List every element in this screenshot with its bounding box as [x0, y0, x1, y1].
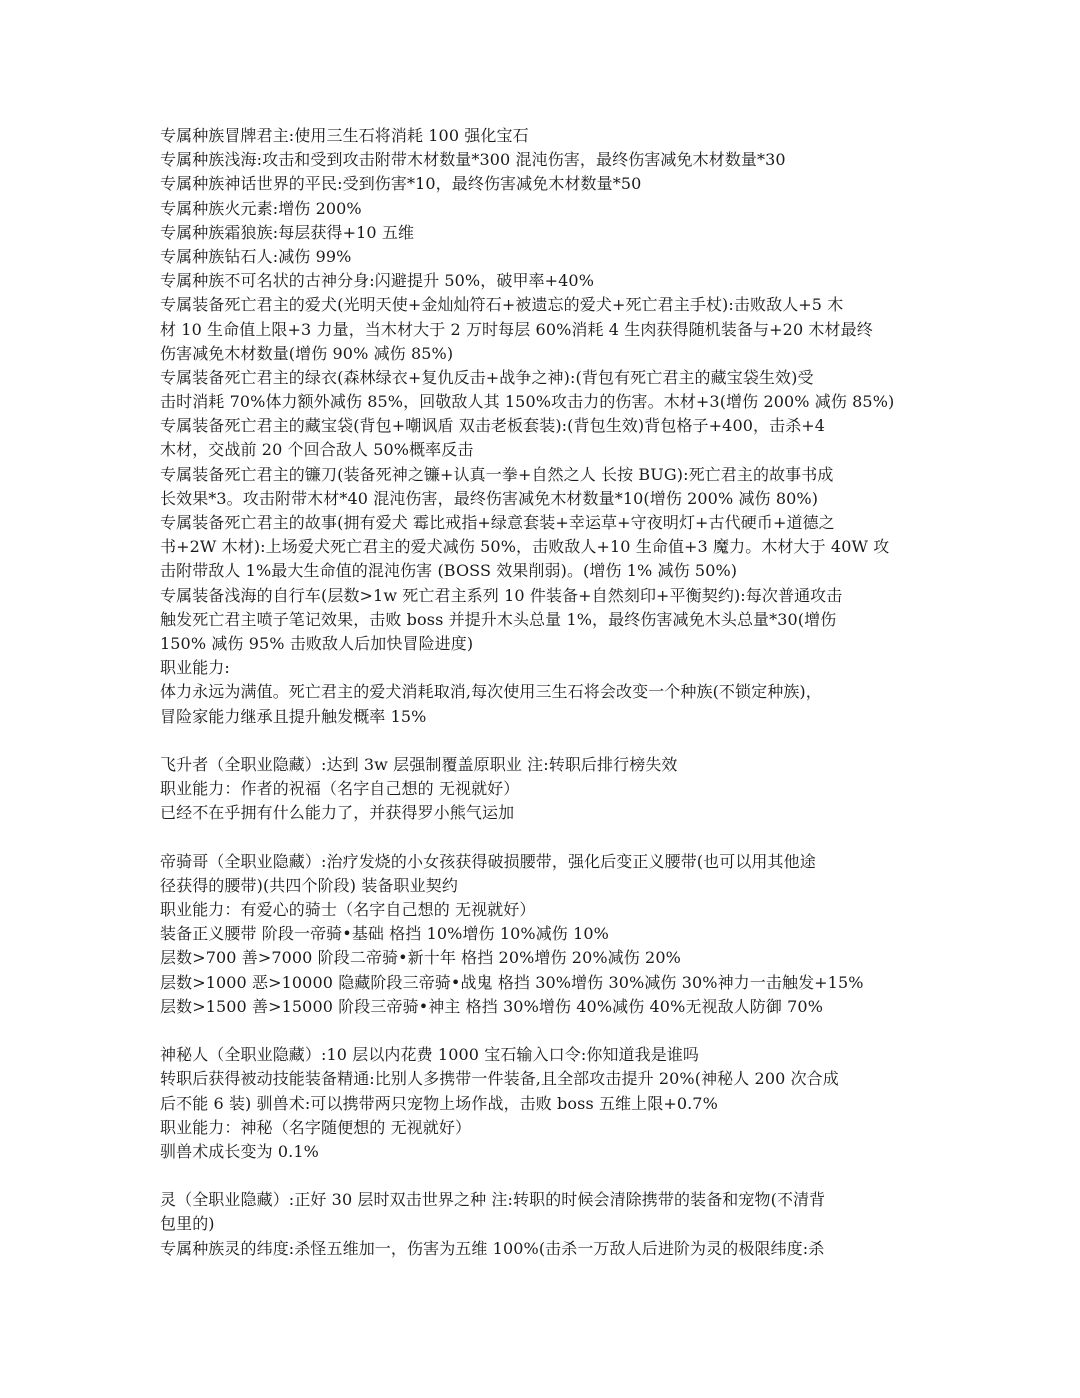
text-line: 职业能力：神秘（名字随便想的 无视就好） — [160, 1117, 472, 1137]
text-line: 专属种族火元素:增伤 200% — [160, 198, 362, 218]
text-line: 飞升者（全职业隐藏）:达到 3w 层强制覆盖原职业 注:转职后排行榜失效 — [160, 754, 678, 774]
blank-line — [160, 825, 930, 849]
text-line: 层数>1000 恶>10000 隐藏阶段三帝骑•战鬼 格挡 30%增伤 30%减伤 30%神力一击触发+15% — [160, 972, 864, 992]
text-line: 径获得的腰带)(共四个阶段) 装备职业契约 — [160, 875, 458, 895]
text-line: 后不能 6 装) 驯兽术:可以携带两只宠物上场作战，击败 boss 五维上限+0.7% — [160, 1093, 718, 1113]
text-line: 装备正义腰带 阶段一帝骑•基础 格挡 10%增伤 10%减伤 10% — [160, 924, 609, 944]
text-line: 专属装备死亡君主的藏宝袋(背包+嘲讽盾 双击老板套装):(背包生效)背包格子+400，击杀+4 — [160, 416, 826, 436]
text-line: 层数>1500 善>15000 阶段三帝骑•神主 格挡 30%增伤 40%减伤 40%无视敌人防御 70% — [160, 996, 824, 1016]
text-line: 专属装备死亡君主的爱犬(光明天使+金灿灿符石+被遗忘的爱犬+死亡君主手杖):击败敌人+5 木 — [160, 295, 844, 315]
text-line: 职业能力：作者的祝福（名字自己想的 无视就好） — [160, 779, 520, 799]
text-line: 体力永远为满值。死亡君主的爱犬消耗取消,每次使用三生石将会改变一个种族(不锁定种族)， — [160, 682, 822, 702]
blank-line — [160, 729, 930, 753]
document-page — [160, 124, 930, 1261]
text-line: 职业能力: — [160, 658, 230, 678]
text-line: 专属种族不可名状的古神分身:闪避提升 50%，破甲率+40% — [160, 271, 595, 291]
text-line: 专属种族神话世界的平民:受到伤害*10，最终伤害减免木材数量*50 — [160, 174, 642, 194]
text-line: 150% 减伤 95% 击败敌人后加快冒险进度) — [160, 633, 474, 653]
text-line: 已经不在乎拥有什么能力了，并获得罗小熊气运加 — [160, 803, 515, 823]
text-line: 灵（全职业隐藏）:正好 30 层时双击世界之种 注:转职的时候会清除携带的装备和宠物(不清背 — [160, 1190, 826, 1210]
text-line: 包里的) — [160, 1214, 215, 1234]
text-line: 伤害减免木材数量(增伤 90% 减伤 85%) — [160, 343, 454, 363]
text-line: 木材，交战前 20 个回合敌人 50%概率反击 — [160, 440, 474, 460]
text-line: 专属装备死亡君主的镰刀(装备死神之镰+认真一拳+自然之人 长按 BUG):死亡君主的故事书成 — [160, 464, 834, 484]
text-line: 驯兽术成长变为 0.1% — [160, 1141, 319, 1161]
text-line: 专属种族灵的纬度:杀怪五维加一，伤害为五维 100%(击杀一万敌人后进阶为灵的极限纬度:杀 — [160, 1238, 825, 1258]
text-line: 转职后获得被动技能装备精通:比别人多携带一件装备,且全部攻击提升 20%(神秘人 200 次合成 — [160, 1069, 839, 1089]
text-line: 击附带敌人 1%最大生命值的混沌伤害 (BOSS 效果削弱)。(增伤 1% 减伤 50%) — [160, 561, 738, 581]
text-line: 专属种族浅海:攻击和受到攻击附带木材数量*300 混沌伤害，最终伤害减免木材数量*30 — [160, 150, 786, 170]
text-line: 专属种族钻石人:减伤 99% — [160, 246, 352, 266]
text-line: 冒险家能力继承且提升触发概率 15% — [160, 706, 427, 726]
text-line: 神秘人（全职业隐藏）:10 层以内花费 1000 宝石输入口令:你知道我是谁吗 — [160, 1045, 700, 1065]
text-line: 击时消耗 70%体力额外减伤 85%，回敬敌人其 150%攻击力的伤害。木材+3(增伤 200% 减伤 85%) — [160, 392, 895, 412]
text-line: 帝骑哥（全职业隐藏）:治疗发烧的小女孩获得破损腰带，强化后变正义腰带(也可以用其他途 — [160, 851, 816, 871]
text-line: 专属装备浅海的自行车(层数>1w 死亡君主系列 10 件装备+自然刻印+平衡契约):每次普通攻击 — [160, 585, 843, 605]
text-line: 专属装备死亡君主的绿衣(森林绿衣+复仇反击+战争之神):(背包有死亡君主的藏宝袋生效)受 — [160, 367, 814, 387]
blank-line — [160, 1164, 930, 1188]
text-line: 材 10 生命值上限+3 力量，当木材大于 2 万时每层 60%消耗 4 生肉获得随机装备与+20 木材最终 — [160, 319, 873, 339]
text-line: 书+2W 木材):上场爱犬死亡君主的爱犬减伤 50%，击败敌人+10 生命值+3 魔力。木材大于 40W 攻 — [160, 537, 890, 557]
text-line: 专属装备死亡君主的故事(拥有爱犬 霉比戒指+绿意套装+幸运草+守夜明灯+古代硬币+道德之 — [160, 513, 835, 532]
text-line: 专属种族霜狼族:每层获得+10 五维 — [160, 222, 415, 242]
text-line: 职业能力：有爱心的骑士（名字自己想的 无视就好） — [160, 900, 536, 919]
text-line: 长效果*3。攻击附带木材*40 混沌伤害，最终伤害减免木材数量*10(增伤 200% 减伤 80%) — [160, 488, 819, 508]
text-line: 专属种族冒牌君主:使用三生石将消耗 100 强化宝石 — [160, 126, 529, 145]
text-line: 层数>700 善>7000 阶段二帝骑•新十年 格挡 20%增伤 20%减伤 20% — [160, 948, 681, 968]
text-line: 触发死亡君主喷子笔记效果，击败 boss 并提升木头总量 1%，最终伤害减免木头总量*30(增伤 — [160, 609, 837, 629]
blank-line — [160, 1019, 930, 1043]
